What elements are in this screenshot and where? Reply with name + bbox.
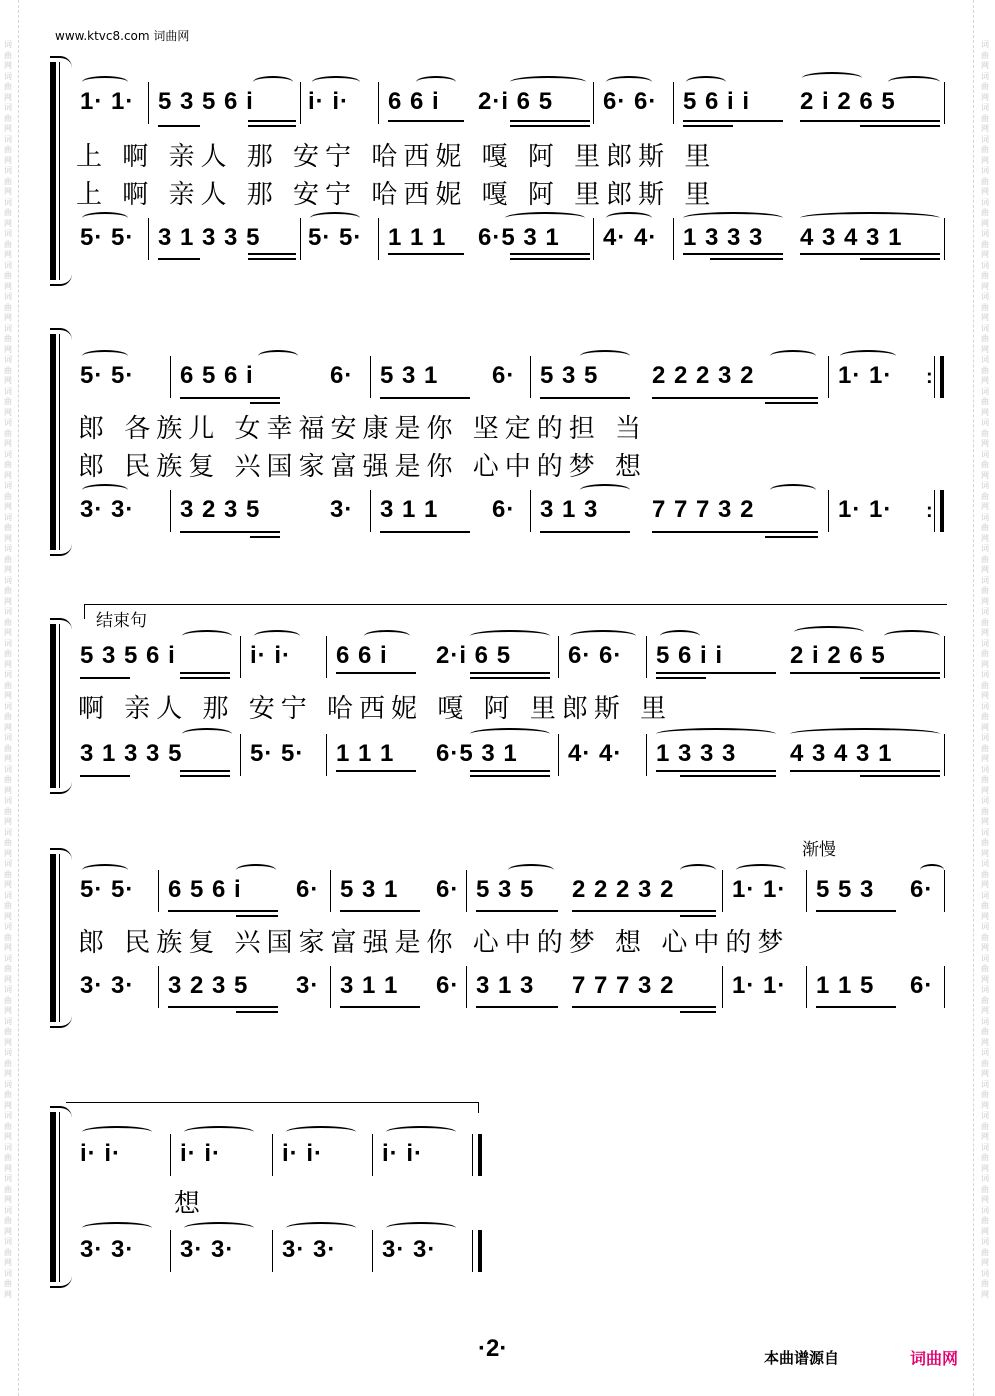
measure: 6· (436, 876, 460, 903)
lower-part-row (0, 972, 995, 1006)
lyric-line-2: 郎 民族复 兴国家富强是你 心中的梦 想 (78, 452, 648, 482)
left-dashed-guide (18, 0, 19, 1396)
measure: 5· 5· (80, 876, 135, 903)
measure: 3· 3· (282, 1236, 337, 1263)
measure: 1 1 5 (816, 972, 875, 999)
measure: 7 7 7 3 2 (652, 496, 755, 523)
measure: 1· 1· (732, 972, 787, 999)
measure: 6 5 6 i (180, 362, 254, 389)
page-number: ·2· (478, 1335, 508, 1362)
site-header: www.ktvc8.com 词曲网 (55, 29, 190, 43)
measure: 5· 5· (308, 224, 363, 251)
repeat-sign: : (926, 500, 933, 522)
measure: 3 1 3 (476, 972, 535, 999)
measure: 3 2 3 5 (180, 496, 261, 523)
measure: 7 7 7 3 2 (572, 972, 675, 999)
measure: i· i· (308, 88, 349, 115)
measure: 2 i 2 6 5 (790, 642, 886, 669)
measure: i· i· (250, 642, 291, 669)
measure: 6· (492, 362, 516, 389)
measure: 4 3 4 3 1 (800, 224, 903, 251)
measure: 1· 1· (80, 88, 135, 115)
measure: 5 5 3 (816, 876, 875, 903)
measure: 3· (330, 496, 354, 523)
measure: 3 1 1 (340, 972, 399, 999)
footer-source: 本曲谱源自 (764, 1349, 840, 1367)
measure: 5 3 1 (340, 876, 399, 903)
measure: 5 6 i i (656, 642, 724, 669)
lyric-line-1: 啊 亲人 那 安宁 哈西妮 嘎 阿 里郎斯 里 (78, 694, 673, 724)
measure: 5 3 5 6 i (80, 642, 176, 669)
measure: 5 3 5 6 i (158, 88, 254, 115)
measure: 1· 1· (838, 496, 893, 523)
upper-part-row (0, 362, 995, 396)
measure: 6·5 3 1 (436, 740, 518, 767)
lyric-line-2: 上 啊 亲人 那 安宁 哈西妮 嘎 阿 里郎斯 里 (76, 180, 717, 210)
measure: 6 6 i (388, 88, 440, 115)
measure: 2 i 2 6 5 (800, 88, 896, 115)
right-watermark: 词曲网词曲网词曲网词曲网词曲网词曲网词曲网词曲网词曲网词曲网词曲网词曲网词曲网词曲网词曲网词曲网词曲网词曲网词曲网词曲网词曲网词曲网词曲网词曲网词曲网词曲网词曲网词曲网词曲网词曲网词曲网词曲网词曲网词曲网词曲网词曲网词曲网词曲网词曲网词曲网 (981, 40, 989, 1299)
measure: 5· 5· (80, 362, 135, 389)
measure: i· i· (282, 1140, 323, 1167)
measure: 4· 4· (603, 224, 658, 251)
ending-bracket (84, 604, 947, 619)
measure: 3 1 3 3 5 (80, 740, 183, 767)
measure: 6·5 3 1 (478, 224, 560, 251)
upper-part-row (0, 876, 995, 910)
lyric-line-1: 上 啊 亲人 那 安宁 哈西妮 嘎 阿 里郎斯 里 (76, 142, 717, 172)
measure: 3· (296, 972, 320, 999)
measure: 1· 1· (732, 876, 787, 903)
measure: 2·i 6 5 (478, 88, 554, 115)
measure: 5 3 1 (380, 362, 439, 389)
measure: 2 2 2 3 2 (572, 876, 675, 903)
measure: 5 6 i i (683, 88, 751, 115)
measure: 3· 3· (80, 972, 135, 999)
measure: 2 2 2 3 2 (652, 362, 755, 389)
left-watermark: 词曲网词曲网词曲网词曲网词曲网词曲网词曲网词曲网词曲网词曲网词曲网词曲网词曲网词曲网词曲网词曲网词曲网词曲网词曲网词曲网词曲网词曲网词曲网词曲网词曲网词曲网词曲网词曲网词曲网词曲网词曲网词曲网词曲网词曲网词曲网词曲网词曲网词曲网词曲网词曲网 (4, 40, 12, 1299)
measure: 6· 6· (568, 642, 623, 669)
ending-label: 结束句 (96, 611, 147, 631)
measure: 6 5 6 i (168, 876, 242, 903)
lower-part-row (0, 1236, 995, 1270)
measure: 6· 6· (603, 88, 658, 115)
measure: 4· 4· (568, 740, 623, 767)
measure: 6 6 i (336, 642, 388, 669)
measure: 3· 3· (382, 1236, 437, 1263)
measure: 3 1 3 3 5 (158, 224, 261, 251)
right-dashed-guide (973, 0, 974, 1396)
measure: 1· 1· (838, 362, 893, 389)
measure: 4 3 4 3 1 (790, 740, 893, 767)
lyric-line-1: 想 (174, 1189, 207, 1219)
measure: 1 3 3 3 (683, 224, 764, 251)
upper-part-row (0, 1140, 995, 1174)
footer-brand-logo[interactable]: 词曲网 (910, 1349, 959, 1368)
measure: 6· (910, 972, 934, 999)
measure: 3· 3· (80, 496, 135, 523)
measure: i· i· (382, 1140, 423, 1167)
measure: 6· (910, 876, 934, 903)
measure: 1 3 3 3 (656, 740, 737, 767)
measure: 6· (330, 362, 354, 389)
measure: 6· (436, 972, 460, 999)
measure: 2·i 6 5 (436, 642, 512, 669)
measure: 1 1 1 (388, 224, 447, 251)
lower-part-row (0, 740, 995, 774)
measure: 3 1 3 (540, 496, 599, 523)
measure: 3 2 3 5 (168, 972, 249, 999)
measure: 6· (492, 496, 516, 523)
lyric-line-1: 郎 各族儿 女幸福安康是你 坚定的担 当 (78, 414, 648, 444)
measure: 5 3 5 (540, 362, 599, 389)
measure: 6· (296, 876, 320, 903)
measure: 3· 3· (80, 1236, 135, 1263)
upper-part-row (0, 642, 995, 676)
measure: 5 3 5 (476, 876, 535, 903)
measure: i· i· (80, 1140, 121, 1167)
lower-part-row (0, 496, 995, 530)
measure: 3· 3· (180, 1236, 235, 1263)
measure: 5· 5· (80, 224, 135, 251)
measure: 3 1 1 (380, 496, 439, 523)
upper-part-row (0, 88, 995, 122)
final-bracket (66, 1102, 479, 1113)
lyric-line-1: 郎 民族复 兴国家富强是你 心中的梦 想 心中的梦 (78, 928, 790, 958)
measure: 1 1 1 (336, 740, 395, 767)
repeat-sign: : (926, 366, 933, 388)
measure: 5· 5· (250, 740, 305, 767)
measure: i· i· (180, 1140, 221, 1167)
tempo-marking: 渐慢 (802, 840, 836, 860)
